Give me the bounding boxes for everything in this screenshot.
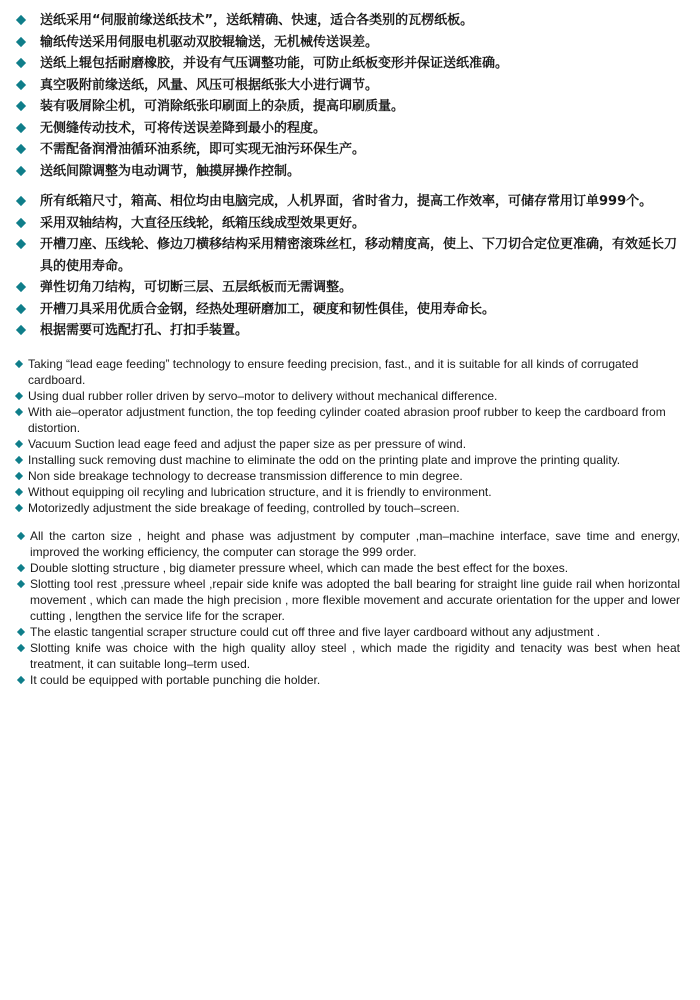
diamond-bullet-icon xyxy=(18,565,24,571)
diamond-bullet-icon xyxy=(16,80,26,90)
feature-text: Non side breakage technology to decrease transmission difference to min degree. xyxy=(28,468,463,483)
feature-text: Slotting knife was choice with the high quality alloy steel , which made the rigidity and tenacity was best when heat treatment, it can suitable long–term used. xyxy=(30,640,680,671)
feature-item xyxy=(16,320,680,342)
feature-text: The elastic tangential scraper structure could cut off three and five layer cardboard without any adjustment . xyxy=(30,624,601,639)
diamond-bullet-icon xyxy=(16,282,26,292)
diamond-bullet-icon xyxy=(16,393,22,399)
diamond-bullet-icon xyxy=(16,505,22,511)
feature-item xyxy=(16,404,680,436)
english-feature-list-slotting xyxy=(16,528,680,688)
feature-item xyxy=(16,139,680,161)
feature-item xyxy=(16,53,680,75)
chinese-feature-list-feeding xyxy=(16,10,680,182)
feature-text: 送纸间隙调整为电动调节，触摸屏操作控制。 xyxy=(40,163,301,179)
diamond-bullet-icon xyxy=(16,144,26,154)
feature-item xyxy=(16,213,680,235)
feature-text: Without equipping oil recyling and lubrication structure, and it is friendly to environment. xyxy=(28,484,492,499)
diamond-bullet-icon xyxy=(16,441,22,447)
feature-item xyxy=(16,436,680,452)
diamond-bullet-icon xyxy=(18,645,24,651)
feature-text: 采用双轴结构，大直径压线轮，纸箱压线成型效果更好。 xyxy=(40,215,366,231)
feature-text: 弹性切角刀结构，可切断三层、五层纸板而无需调整。 xyxy=(40,280,353,295)
feature-item xyxy=(16,118,680,140)
feature-text: 所有纸箱尺寸，箱高、相位均由电脑完成，人机界面，省时省力，提高工作效率，可储存常用订单999个。 xyxy=(40,194,653,209)
feature-item xyxy=(16,161,680,183)
diamond-bullet-icon xyxy=(16,101,26,111)
diamond-bullet-icon xyxy=(16,166,26,176)
feature-text: 不需配备润滑油循环油系统，即可实现无油污环保生产。 xyxy=(40,142,366,157)
diamond-bullet-icon xyxy=(16,361,22,367)
feature-item xyxy=(16,388,680,404)
feature-text: 无侧缝传动技术，可将传送误差降到最小的程度。 xyxy=(40,120,327,136)
feature-item xyxy=(18,640,680,672)
feature-item xyxy=(16,191,680,213)
feature-item xyxy=(16,96,680,118)
diamond-bullet-icon xyxy=(16,196,26,206)
feature-text: Motorizedly adjustment the side breakage of feeding, controlled by touch–screen. xyxy=(28,500,460,515)
diamond-bullet-icon xyxy=(16,409,22,415)
chinese-feature-list-slotting xyxy=(16,191,680,342)
feature-text: With aie–operator adjustment function, the top feeding cylinder coated abrasion proof rubber to keep the cardboard from distortion. xyxy=(28,404,666,435)
feature-item xyxy=(16,356,680,388)
diamond-bullet-icon xyxy=(16,489,22,495)
diamond-bullet-icon xyxy=(16,239,26,249)
feature-text: 根据需要可选配打孔、打扣手装置。 xyxy=(40,323,249,338)
feature-text: 开槽刀具采用优质合金钢，经热处理研磨加工，硬度和韧性俱佳，使用寿命长。 xyxy=(40,301,496,317)
diamond-bullet-icon xyxy=(18,677,24,683)
feature-item xyxy=(16,468,680,484)
feature-text: Slotting tool rest ,pressure wheel ,repair side knife was adopted the ball bearing for straight line guide rail when horizontal movement , which can made the high precision , more flexible movement and accurate orientation for the upper and lower cutting , lengthen the service life for the scraper. xyxy=(30,576,680,623)
diamond-bullet-icon xyxy=(16,15,26,25)
diamond-bullet-icon xyxy=(16,218,26,228)
feature-item xyxy=(18,624,680,640)
feature-item xyxy=(16,452,680,468)
feature-item xyxy=(18,528,680,560)
feature-item xyxy=(16,75,680,97)
diamond-bullet-icon xyxy=(16,304,26,314)
feature-text: Using dual rubber roller driven by servo–motor to delivery without mechanical difference. xyxy=(28,388,498,403)
diamond-bullet-icon xyxy=(16,325,26,335)
feature-text: Double slotting structure , big diameter pressure wheel, which can made the best effect for the boxes. xyxy=(30,560,569,575)
feature-text: 真空吸附前缘送纸，风量、风压可根据纸张大小进行调节。 xyxy=(40,77,379,93)
feature-text: Installing suck removing dust machine to eliminate the odd on the printing plate and improve the printing quality. xyxy=(28,452,621,467)
feature-text: Vacuum Suction lead eage feed and adjust the paper size as per pressure of wind. xyxy=(28,436,467,451)
diamond-bullet-icon xyxy=(18,581,24,587)
feature-item xyxy=(16,277,680,299)
feature-item xyxy=(16,234,680,277)
feature-item xyxy=(18,560,680,576)
feature-item xyxy=(16,500,680,516)
feature-text: 输纸传送采用伺服电机驱动双胶辊输送，无机械传送误差。 xyxy=(40,34,379,50)
diamond-bullet-icon xyxy=(16,123,26,133)
feature-item xyxy=(16,32,680,54)
feature-text: 送纸采用“伺服前缘送纸技术”，送纸精确、快速，适合各类别的瓦楞纸板。 xyxy=(40,13,474,28)
feature-text: Taking “lead eage feeding” technology to ensure feeding precision, fast., and it is suitable for all kinds of corrugated cardboard. xyxy=(28,356,639,387)
diamond-bullet-icon xyxy=(16,37,26,47)
diamond-bullet-icon xyxy=(16,457,22,463)
feature-text: All the carton size , height and phase was adjustment by computer ,man–machine interface, save time and energy, improved the working efficiency, the computer can storage the 999 order. xyxy=(30,528,680,559)
feature-item xyxy=(16,484,680,500)
diamond-bullet-icon xyxy=(16,473,22,479)
english-feature-list-feeding xyxy=(16,356,680,516)
feature-text: 装有吸屑除尘机，可消除纸张印刷面上的杂质，提高印刷质量。 xyxy=(40,99,405,114)
feature-item xyxy=(18,576,680,624)
feature-item xyxy=(18,672,680,688)
diamond-bullet-icon xyxy=(16,58,26,68)
diamond-bullet-icon xyxy=(18,629,24,635)
feature-text: 送纸上辊包括耐磨橡胶，并设有气压调整功能，可防止纸板变形并保证送纸准确。 xyxy=(40,56,509,71)
feature-item xyxy=(16,299,680,321)
feature-text: 开槽刀座、压线轮、修边刀横移结构采用精密滚珠丝杠，移动精度高，使上、下刀切合定位更准确，有效延长刀具的使用寿命。 xyxy=(40,237,678,274)
feature-text: It could be equipped with portable punching die holder. xyxy=(30,672,321,687)
diamond-bullet-icon xyxy=(18,533,24,539)
feature-item xyxy=(16,10,680,32)
